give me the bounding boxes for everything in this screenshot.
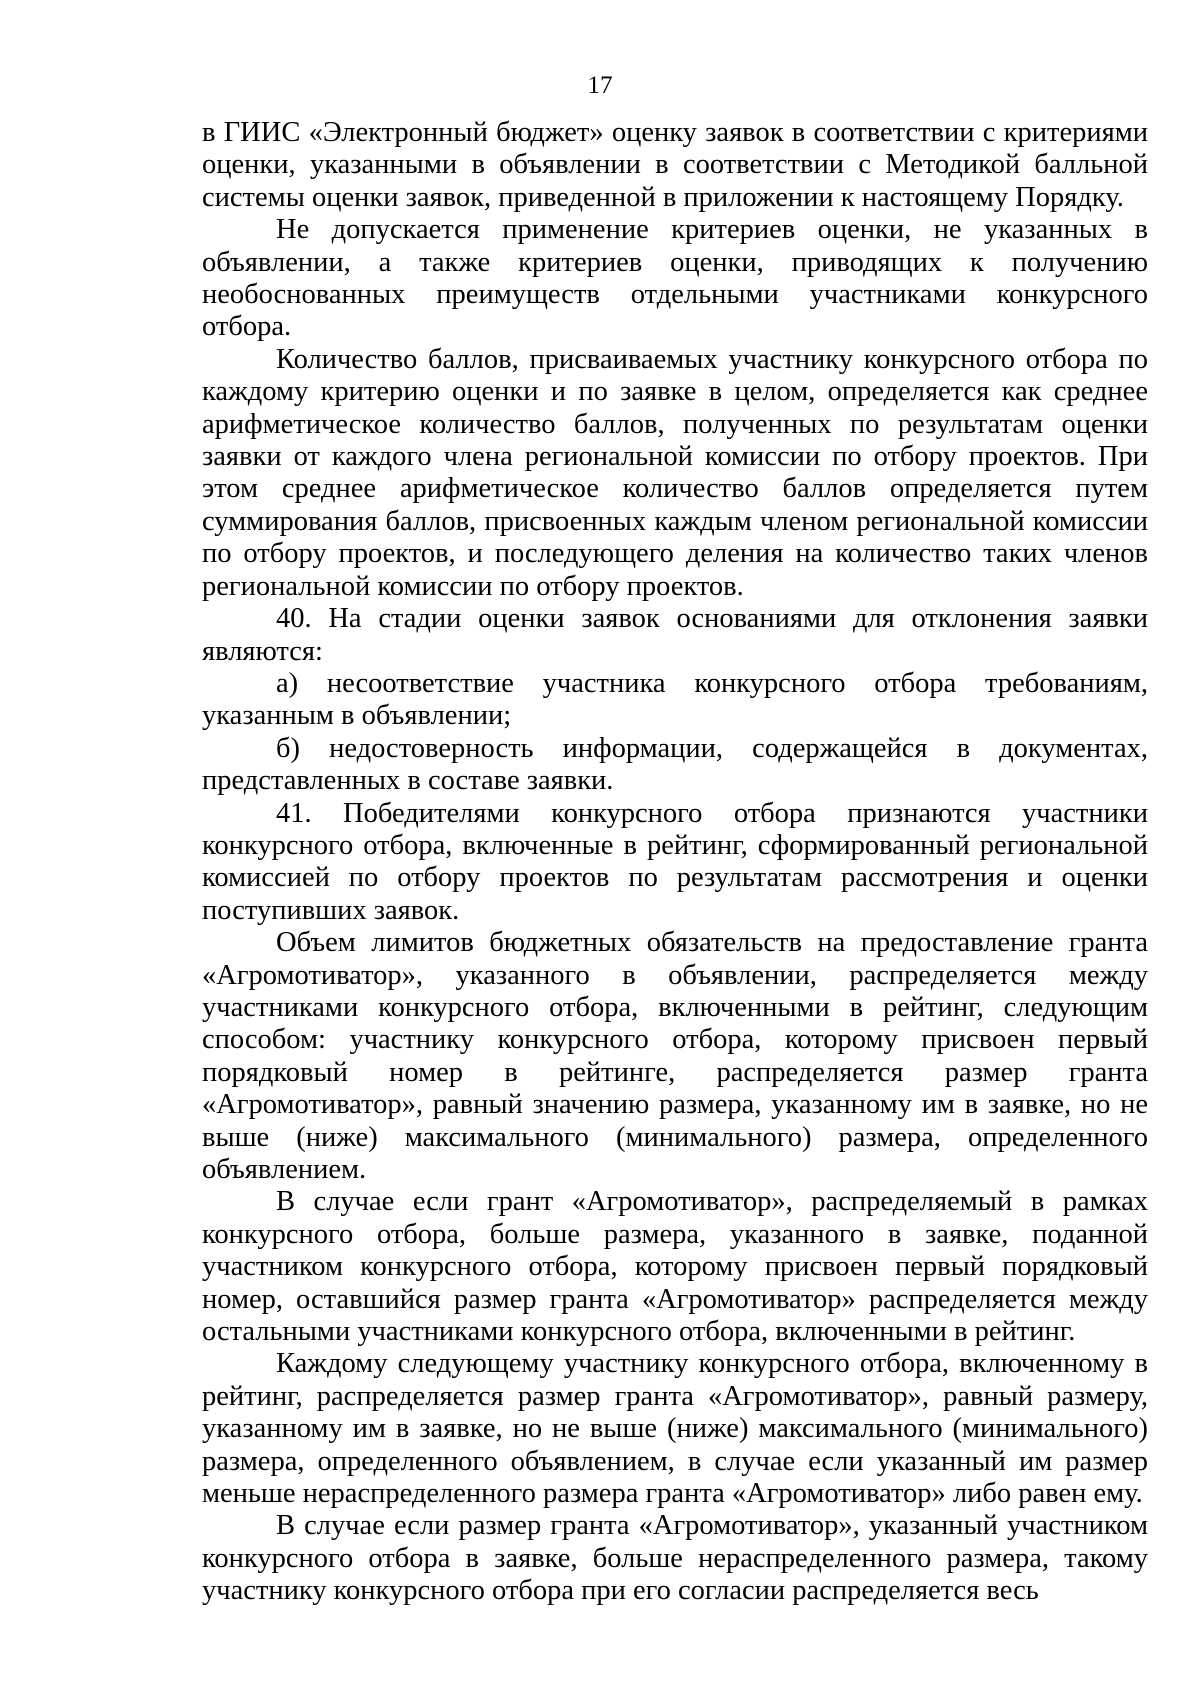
paragraph-next-participant: Каждому следующему участнику конкурсного отбора, включенному в рейтинг, распределяется размер гранта «Агромотиватор», равный размеру, указанному им в заявке, но не выше (ниже) максимального (минимального) размера, определенного объявлением, в случае если указанный им размер меньше нераспределенного размера гранта «Агромотиватор» либо равен ему. [202, 1348, 1148, 1510]
paragraph-item-40-b: б) недостоверность информации, содержащейся в документах, представленных в составе заявки. [202, 732, 1148, 797]
paragraph-score-calculation: Количество баллов, присваиваемых участнику конкурсного отбора по каждому критерию оценки и по заявке в целом, определяется как среднее арифметическое количество баллов, полученных по результатам оценки заявки от каждого члена региональной комиссии по отбору проектов. При этом среднее арифметическое количество баллов определяется путем суммирования баллов, присвоенных каждым членом региональной комиссии по отбору проектов, и последующего деления на количество таких членов региональной комиссии по отбору проектов. [202, 343, 1148, 602]
paragraph-larger-request: В случае если размер гранта «Агромотиватор», указанный участником конкурсного отбора в заявке, больше нераспределенного размера, такому участнику конкурсного отбора при его согласии распределяется весь [202, 1510, 1148, 1607]
paragraph-item-40-a: а) несоответствие участника конкурсного отбора требованиям, указанным в объявлении; [202, 667, 1148, 732]
page-number: 17 [587, 72, 613, 99]
paragraph-item-41: 41. Победителями конкурсного отбора признаются участники конкурсного отбора, включенные в рейтинг, сформированный региональной комиссией по отбору проектов по результатам рассмотрения и оценки поступивших заявок. [202, 797, 1148, 926]
paragraph-item-40: 40. На стадии оценки заявок основаниями для отклонения заявки являются: [202, 603, 1148, 667]
paragraph-criteria-restriction: Не допускается применение критериев оценки, не указанных в объявлении, а также критериев оценки, приводящих к получению необоснованных преимуществ отдельными участниками конкурсного отбора. [202, 214, 1148, 343]
paragraph-remaining-grant: В случае если грант «Агромотиватор», распределяемый в рамках конкурсного отбора, больше размера, указанного в заявке, поданной участником конкурсного отбора, которому присвоен первый порядковый номер, оставшийся размер гранта «Агромотиватор» распределяется между остальными участниками конкурсного отбора, включенными в рейтинг. [202, 1186, 1148, 1348]
paragraph-budget-limits: Объем лимитов бюджетных обязательств на предоставление гранта «Агромотиватор», указанного в объявлении, распределяется между участниками конкурсного отбора, включенными в рейтинг, следующим способом: участнику конкурсного отбора, которому присвоен первый порядковый номер в рейтинге, распределяется размер гранта «Агромотиватор», равный значению размера, указанному им в заявке, но не выше (ниже) максимального (минимального) размера, определенного объявлением. [202, 927, 1148, 1185]
paragraph-continuation: в ГИИС «Электронный бюджет» оценку заявок в соответствии с критериями оценки, указанными в объявлении в соответствии с Методикой балльной системы оценки заявок, приведенной в приложении к настоящему Порядку. [202, 117, 1148, 213]
document-body [202, 117, 1148, 1608]
